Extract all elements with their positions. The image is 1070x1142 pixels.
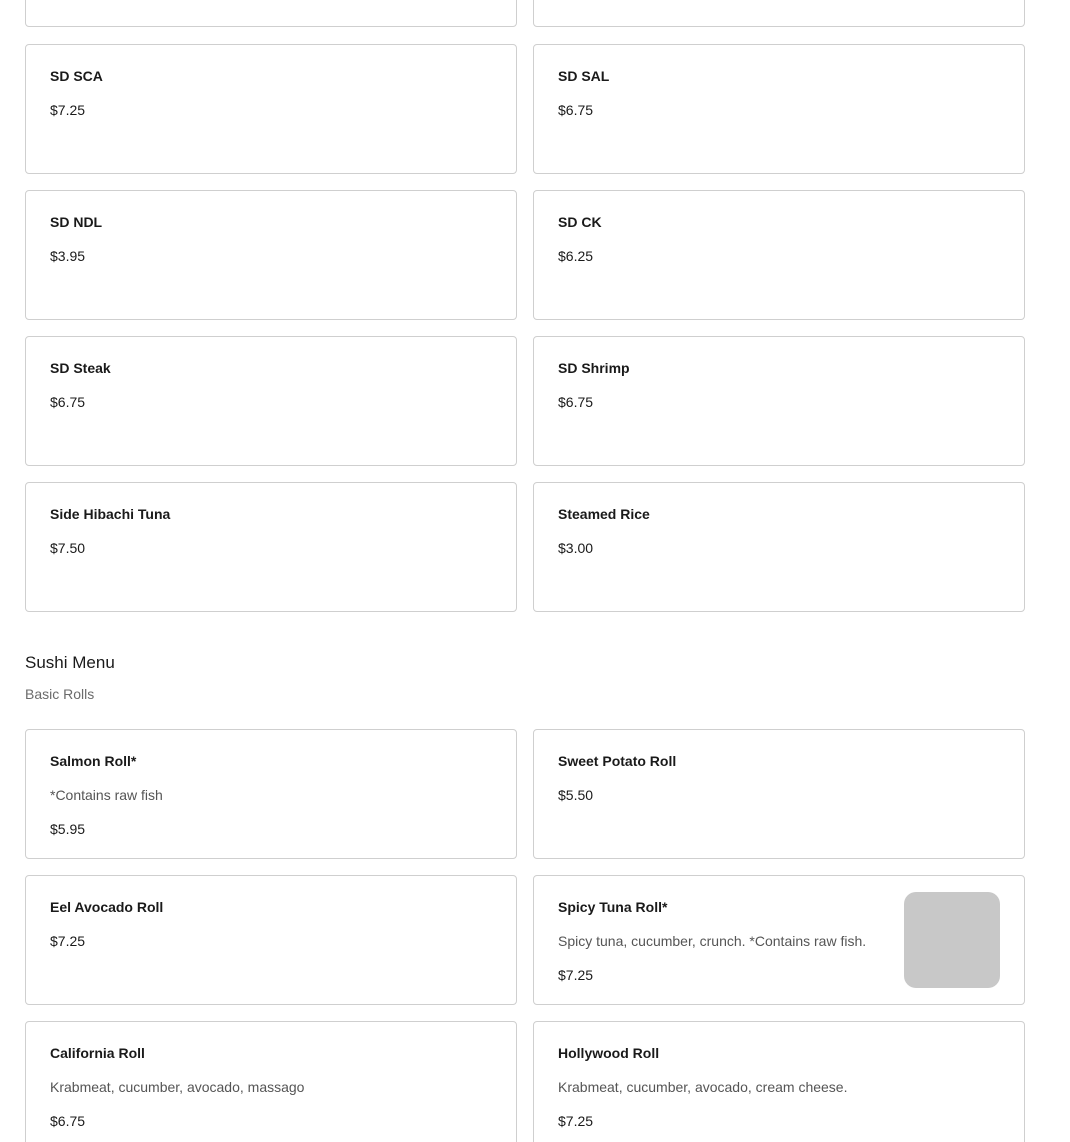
- item-name: SD Steak: [50, 360, 111, 376]
- item-name: Spicy Tuna Roll*: [558, 899, 668, 915]
- menu-item-card[interactable]: [25, 44, 517, 174]
- menu-item-card[interactable]: [533, 729, 1025, 859]
- item-name: SD Shrimp: [558, 360, 630, 376]
- menu-item-card[interactable]: [533, 44, 1025, 174]
- item-price: $6.25: [558, 248, 594, 264]
- item-price: $6.75: [50, 1113, 86, 1129]
- item-name: SD CK: [558, 214, 602, 230]
- item-name: SD SCA: [50, 68, 103, 84]
- menu-item-card-partial[interactable]: [25, 0, 517, 27]
- menu-item-card[interactable]: [25, 729, 517, 859]
- menu-item-card[interactable]: [533, 336, 1025, 466]
- item-price: $6.75: [558, 394, 594, 410]
- menu-item-card[interactable]: [533, 1021, 1025, 1142]
- menu-item-card[interactable]: [25, 190, 517, 320]
- item-price: $5.50: [558, 787, 594, 803]
- item-price: $5.95: [50, 821, 86, 837]
- item-name: Eel Avocado Roll: [50, 899, 164, 915]
- item-price: $7.25: [558, 1113, 594, 1129]
- menu-item-card[interactable]: [25, 1021, 517, 1142]
- item-price: $3.95: [50, 248, 86, 264]
- menu-item-card[interactable]: [533, 190, 1025, 320]
- item-price: $7.25: [50, 933, 86, 949]
- menu-item-card[interactable]: [25, 482, 517, 612]
- item-description: Krabmeat, cucumber, avocado, massago: [50, 1079, 305, 1095]
- item-price: $7.50: [50, 540, 86, 556]
- item-image-placeholder: [904, 892, 1000, 988]
- item-name: California Roll: [50, 1045, 145, 1061]
- menu-item-card-partial[interactable]: [533, 0, 1025, 27]
- item-price: $7.25: [50, 102, 86, 118]
- item-description: *Contains raw fish: [50, 787, 163, 803]
- menu-item-card[interactable]: [533, 482, 1025, 612]
- item-price: $6.75: [558, 102, 594, 118]
- item-description: Krabmeat, cucumber, avocado, cream cheese.: [558, 1079, 848, 1095]
- menu-item-card[interactable]: [533, 875, 1025, 1005]
- menu-item-card[interactable]: [25, 336, 517, 466]
- item-name: Hollywood Roll: [558, 1045, 660, 1061]
- item-description: Spicy tuna, cucumber, crunch. *Contains raw fish.: [558, 933, 867, 949]
- item-name: Side Hibachi Tuna: [50, 506, 171, 522]
- item-name: SD SAL: [558, 68, 610, 84]
- item-name: Steamed Rice: [558, 506, 650, 522]
- item-price: $7.25: [558, 967, 594, 983]
- item-price: $6.75: [50, 394, 86, 410]
- item-name: Sweet Potato Roll: [558, 753, 677, 769]
- section-subtitle: Basic Rolls: [25, 686, 95, 702]
- item-name: Salmon Roll*: [50, 753, 137, 769]
- item-name: SD NDL: [50, 214, 103, 230]
- item-price: $3.00: [558, 540, 594, 556]
- menu-item-card[interactable]: [25, 875, 517, 1005]
- section-title: Sushi Menu: [25, 653, 115, 672]
